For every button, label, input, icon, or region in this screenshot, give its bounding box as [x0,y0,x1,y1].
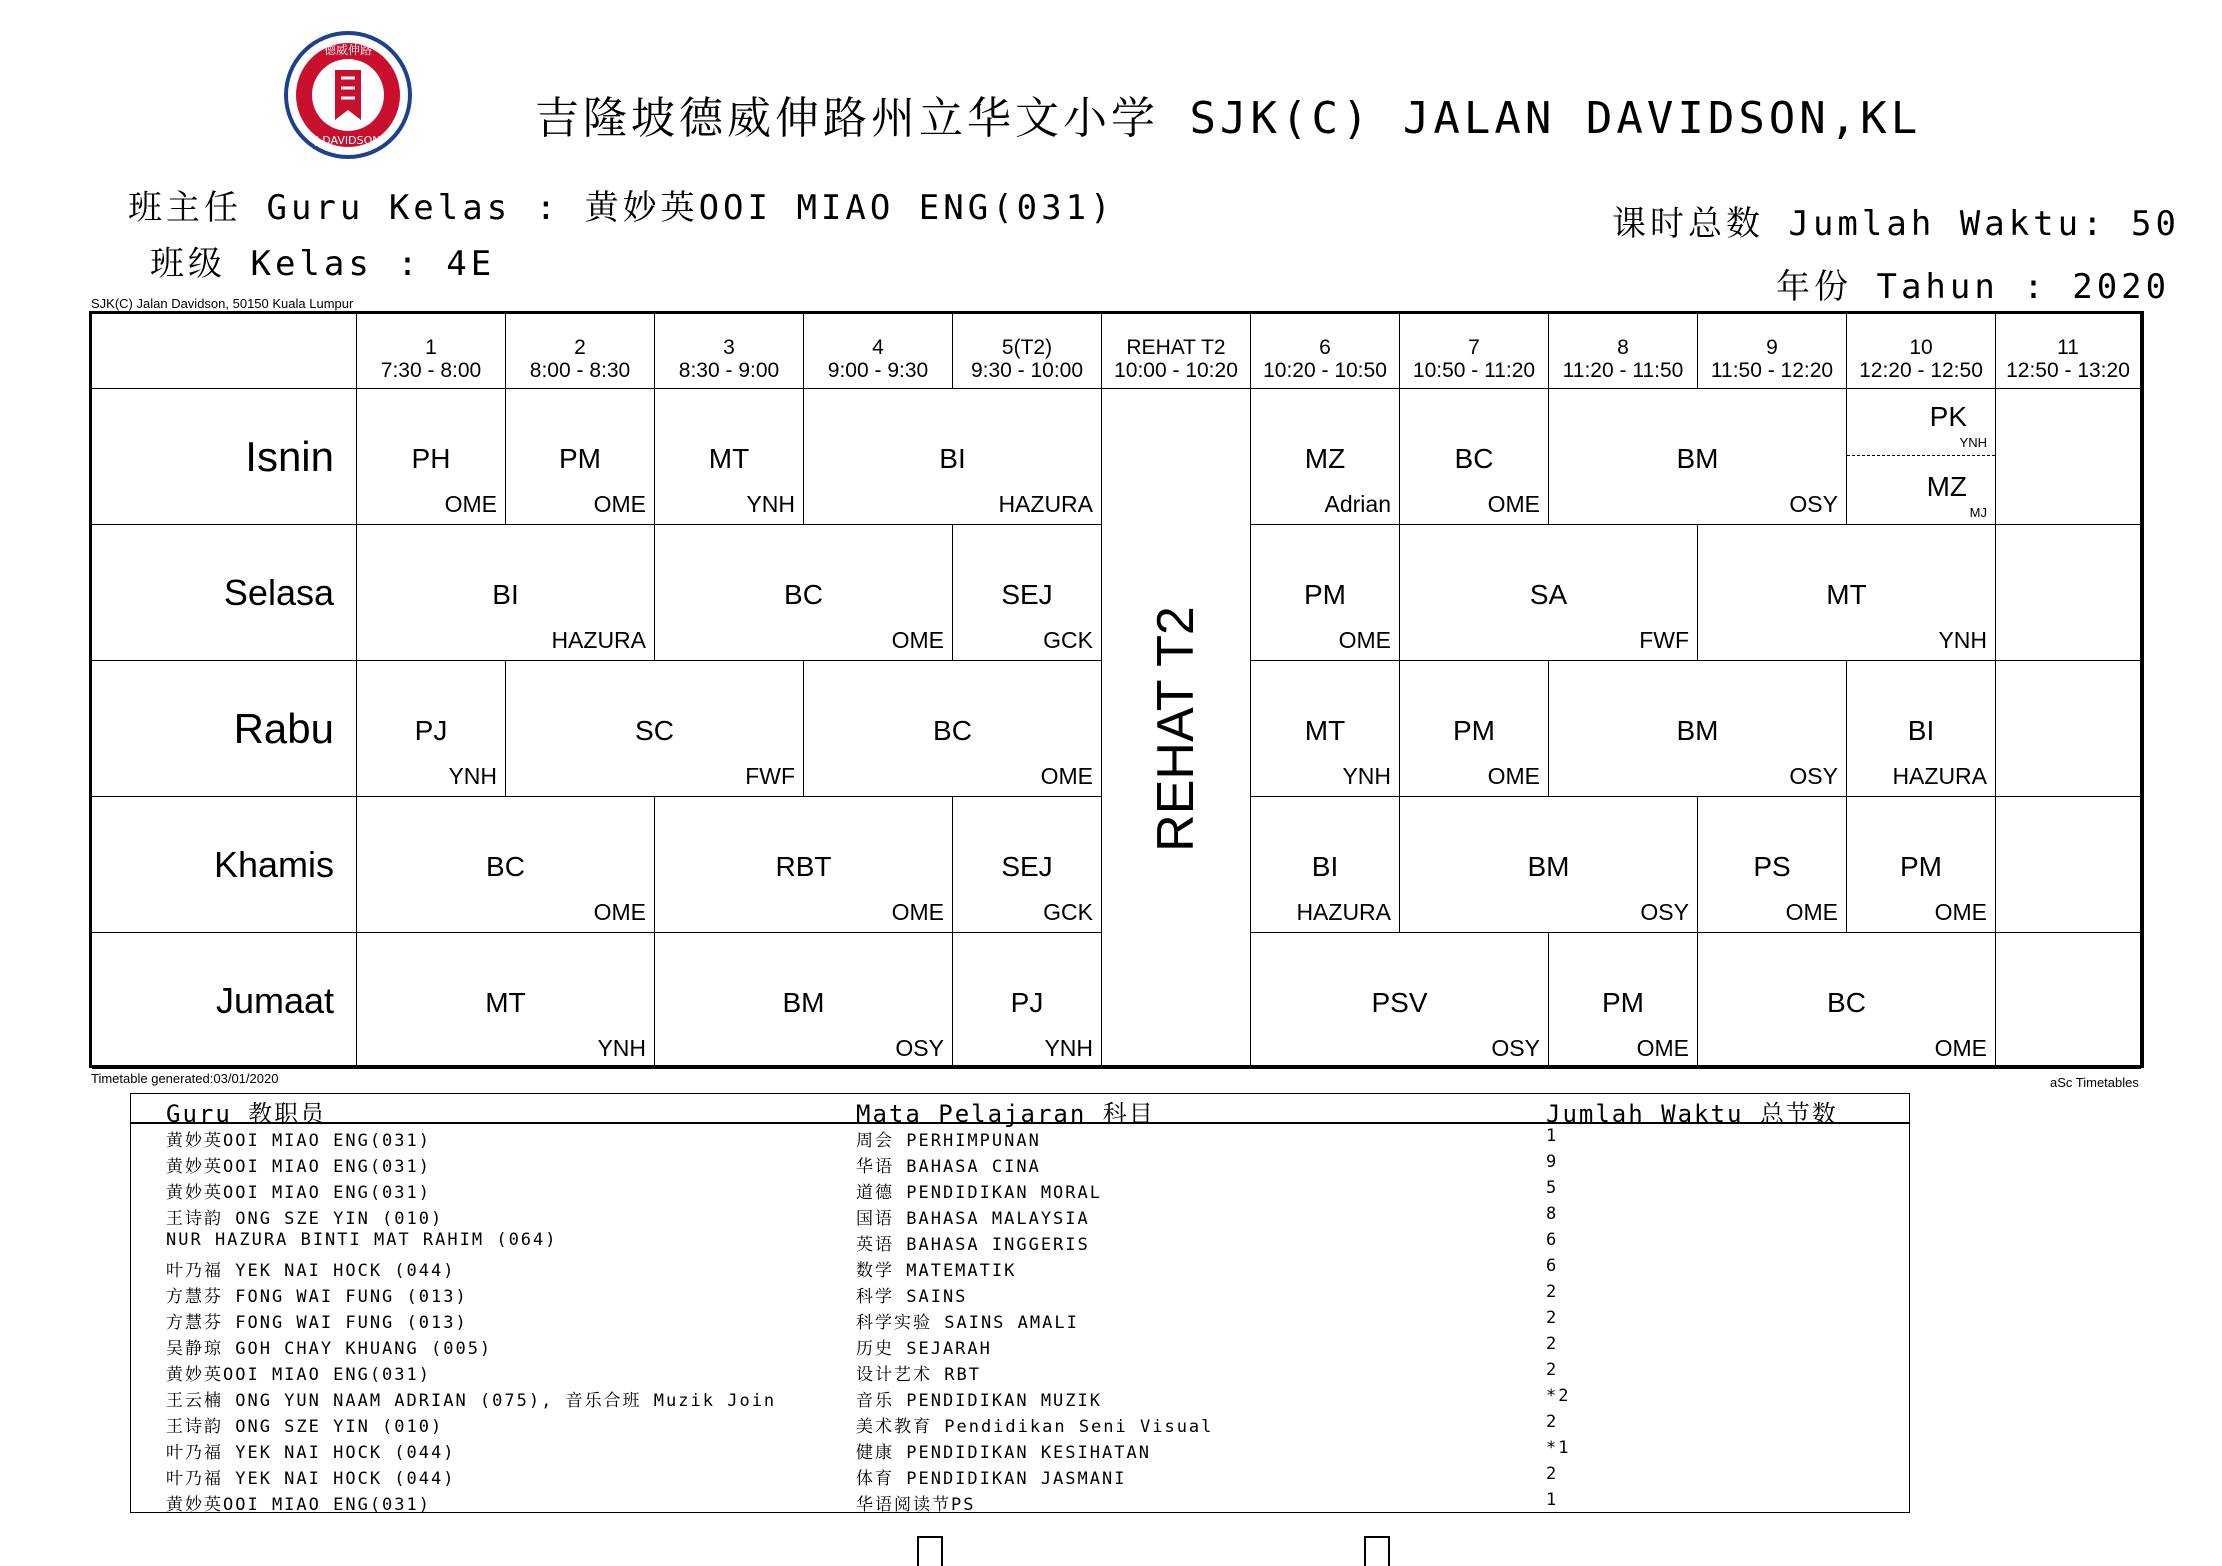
checkbox-right[interactable] [1364,1536,1390,1566]
period-header [506,314,655,389]
period-time: 10:50 - 11:20 [1412,359,1536,382]
lesson-subject: MT [708,443,750,474]
lesson-teacher: YNH [448,763,497,789]
lesson-subject: SEJ [1001,851,1053,882]
lesson-subject: BC [784,579,823,610]
legend-header-teacher: Guru 教职员 [166,1100,327,1128]
lesson-cell[interactable] [1996,797,2141,933]
legend-count: 1 [1546,1490,1559,1510]
lesson-teacher: YNH [1044,1035,1093,1061]
lesson-cell[interactable] [1251,797,1400,933]
legend-row [131,1178,1909,1204]
period-number: 3 [723,336,735,359]
lesson-teacher: OME [593,491,646,517]
lesson-teacher: OME [444,491,497,517]
lesson-teacher: OME [593,899,646,925]
checkbox-left[interactable] [917,1536,943,1566]
period-number: 7 [1468,336,1480,359]
legend-subject: 设计艺术 RBT [856,1365,981,1385]
lesson-teacher: Adrian [1324,491,1391,517]
lesson-subject: SEJ [1001,579,1053,610]
legend-teacher: 黄妙英OOI MIAO ENG(031) [166,1183,431,1203]
lesson-teacher: OME [1934,899,1987,925]
period-time: 7:30 - 8:00 [380,359,482,382]
lesson-cell[interactable] [506,661,804,797]
legend-subject: 英语 BAHASA INGGERIS [856,1235,1090,1255]
teacher-subject-legend [130,1093,1910,1513]
lesson-subject: BC [1454,443,1494,474]
class-teacher: 班主任 Guru Kelas : 黄妙英OOI MIAO ENG(031) [128,188,1115,228]
lesson-cell[interactable] [357,389,506,525]
lesson-teacher: YNH [1938,627,1987,653]
lesson-subject: BI [1907,715,1935,746]
period-header [1698,314,1847,389]
lesson-cell[interactable] [1996,525,2141,661]
lesson-cell[interactable] [1400,661,1549,797]
lesson-cell[interactable] [1996,661,2141,797]
lesson-teacher: YNH [1342,763,1391,789]
period-header [1251,314,1400,389]
day-label [92,661,357,797]
lesson-cell[interactable] [1847,389,1996,525]
lesson-cell[interactable] [1847,661,1996,797]
lesson-subject: BC [933,715,972,746]
lesson-cell[interactable] [1549,389,1847,525]
legend-subject: 健康 PENDIDIKAN KESIHATAN [856,1443,1151,1463]
lesson-cell[interactable] [953,797,1102,933]
legend-subject: 数学 MATEMATIK [856,1261,1017,1281]
period-header [357,314,506,389]
legend-row [131,1256,1909,1282]
lesson-subject: PJ [414,715,448,746]
legend-subject: 体育 PENDIDIKAN JASMANI [856,1469,1127,1489]
lesson-subject: MZ [1926,471,1967,502]
day-name: Rabu [233,704,334,752]
legend-row [131,1386,1909,1412]
lesson-teacher: HAZURA [1296,899,1391,925]
lesson-subject: MT [1304,715,1346,746]
period-number: 4 [872,336,884,359]
period-header [1996,314,2141,389]
lesson-teacher: YNH [746,491,795,517]
lesson-teacher: FWF [1639,627,1689,653]
period-time: 8:30 - 9:00 [678,359,780,382]
lesson-cell[interactable] [1400,389,1549,525]
period-header [1847,314,1996,389]
lesson-cell[interactable] [1698,933,1996,1069]
period-time: 10:20 - 10:50 [1263,359,1387,382]
legend-teacher: NUR HAZURA BINTI MAT RAHIM (064) [166,1230,558,1250]
legend-subject: 国语 BAHASA MALAYSIA [856,1209,1090,1229]
lesson-teacher: OME [1040,763,1093,789]
lesson-subject: PM [1453,715,1495,746]
lesson-cell[interactable] [506,389,655,525]
lesson-cell[interactable] [1996,389,2141,525]
lesson-subject: BI [492,579,519,610]
period-header [1102,314,1251,389]
lesson-cell[interactable] [1549,661,1847,797]
lesson-cell[interactable] [357,797,655,933]
lesson-subject: PSV [1371,987,1428,1018]
lesson-teacher: OME [1338,627,1391,653]
lesson-subject: PK [1929,401,1967,432]
lesson-cell[interactable] [1251,525,1400,661]
period-number: 11 [2057,336,2079,359]
grid-corner [92,314,357,389]
lesson-teacher: OME [1636,1035,1689,1061]
lesson-cell[interactable] [804,389,1102,525]
day-name: Selasa [223,571,334,613]
period-time: 11:50 - 12:20 [1710,359,1834,382]
lesson-teacher: HAZURA [551,627,646,653]
period-number: 6 [1319,336,1331,359]
period-time: 9:30 - 10:00 [970,359,1084,382]
asc-timetables-credit: aSc Timetables [2050,1075,2139,1090]
period-time: 11:20 - 11:50 [1562,359,1684,382]
period-number: 2 [574,336,586,359]
legend-teacher: 王云楠 ONG YUN NAAM ADRIAN (075), 音乐合班 Muzik Join [166,1391,777,1411]
period-header [953,314,1102,389]
period-time: 12:20 - 12:50 [1859,359,1983,382]
timetable-grid [89,311,2144,1068]
rehat-column [1102,389,1251,1069]
lesson-cell[interactable] [1698,525,1996,661]
lesson-cell[interactable] [953,525,1102,661]
period-number: 9 [1766,336,1778,359]
lesson-subject: BI [939,443,966,474]
legend-row [131,1334,1909,1360]
legend-teacher: 黄妙英OOI MIAO ENG(031) [166,1157,431,1177]
school-address: SJK(C) Jalan Davidson, 50150 Kuala Lumpur [91,296,354,311]
period-number: 5(T2) [1001,336,1053,359]
total-periods: 课时总数 Jumlah Waktu: 50 [1612,204,2180,244]
lesson-subject: BM [1527,851,1570,882]
legend-row [131,1360,1909,1386]
legend-teacher: 方慧芬 FONG WAI FUNG (013) [166,1287,468,1307]
lesson-cell[interactable] [1400,525,1698,661]
lesson-subject: PM [1900,851,1942,882]
lesson-subject: BM [782,987,825,1018]
legend-row [131,1126,1909,1152]
period-header [804,314,953,389]
period-header [655,314,804,389]
lesson-cell[interactable] [1251,389,1400,525]
lesson-subject: PM [1304,579,1346,610]
period-time: 8:00 - 8:30 [529,359,631,382]
legend-count: 2 [1546,1334,1559,1354]
legend-row [131,1438,1909,1464]
legend-teacher: 叶乃福 YEK NAI HOCK (044) [166,1261,456,1281]
legend-count: *1 [1546,1438,1571,1458]
period-number: 1 [425,336,437,359]
legend-subject: 音乐 PENDIDIKAN MUZIK [856,1391,1102,1411]
legend-count: 6 [1546,1230,1559,1250]
lesson-teacher: OSY [1491,1035,1540,1061]
lesson-teacher: YNH [597,1035,646,1061]
logo-text-top: 德威伸路 [323,43,373,57]
legend-count: 8 [1546,1204,1559,1224]
day-name: Khamis [213,843,334,885]
lesson-teacher: OME [891,627,944,653]
day-label [92,525,357,661]
period-time: 9:00 - 9:30 [827,359,929,382]
school-logo [283,30,413,160]
legend-count: 1 [1546,1126,1559,1146]
period-time: 12:50 - 13:20 [2006,359,2130,382]
lesson-teacher: OSY [1640,899,1689,925]
lesson-subject: SC [635,715,674,746]
class-name: 班级 Kelas : 4E [150,244,496,284]
legend-subject: 历史 SEJARAH [856,1339,992,1359]
legend-teacher: 王诗韵 ONG SZE YIN (010) [166,1417,444,1437]
lesson-cell[interactable] [357,661,506,797]
lesson-subject: BI [1311,851,1339,882]
legend-header-subject: Mata Pelajaran 科目 [856,1100,1155,1128]
legend-header-count: Jumlah Waktu 总节数 [1546,1100,1838,1128]
lesson-subject: BC [1827,987,1866,1018]
legend-teacher: 吴静琼 GOH CHAY KHUANG (005) [166,1339,493,1359]
lesson-subject: PM [559,443,601,474]
period-number: REHAT T2 [1126,336,1226,359]
legend-teacher: 叶乃福 YEK NAI HOCK (044) [166,1469,456,1489]
legend-row [131,1152,1909,1178]
lesson-teacher: OME [1785,899,1838,925]
period-number: 8 [1617,336,1629,359]
day-label [92,389,357,525]
period-number: 10 [1909,336,1933,359]
legend-subject: 科学实验 SAINS AMALI [856,1313,1079,1333]
legend-count: 6 [1546,1256,1559,1276]
lesson-subject: BM [1676,443,1719,474]
lesson-cell[interactable] [655,525,953,661]
lesson-teacher: OME [1487,763,1540,789]
day-name: Isnin [245,432,334,480]
lesson-teacher: FWF [745,763,795,789]
lesson-cell[interactable] [655,797,953,933]
lesson-teacher: HAZURA [998,491,1093,517]
lesson-teacher: OME [891,899,944,925]
lesson-teacher: GCK [1043,627,1093,653]
lesson-subject: PH [411,443,451,474]
generated-date: Timetable generated:03/01/2020 [91,1071,279,1086]
lesson-teacher: GCK [1043,899,1093,925]
lesson-teacher: OSY [1789,491,1838,517]
school-title: 吉隆坡德威伸路州立华文小学 SJK(C) JALAN DAVIDSON,KL [535,93,1922,144]
lesson-cell[interactable] [357,933,655,1069]
lesson-subject: PJ [1010,987,1044,1018]
lesson-teacher: MJ [1969,505,1987,520]
lesson-cell[interactable] [1251,933,1549,1069]
lesson-subject: RBT [775,851,832,882]
lesson-subject: PM [1602,987,1644,1018]
legend-row [131,1282,1909,1308]
lesson-cell[interactable] [1251,661,1400,797]
legend-subject: 华语阅读节PS [856,1495,976,1515]
legend-count: 2 [1546,1412,1559,1432]
legend-teacher: 王诗韵 ONG SZE YIN (010) [166,1209,444,1229]
lesson-teacher: OSY [1789,763,1838,789]
legend-subject: 道德 PENDIDIKAN MORAL [856,1183,1102,1203]
legend-count: 5 [1546,1178,1559,1198]
logo-text-bottom: J.DAVIDSON [315,134,381,147]
lesson-subject: MZ [1304,443,1346,474]
rehat-label: REHAT T2 [1147,605,1205,852]
legend-row [131,1412,1909,1438]
legend-row [131,1464,1909,1490]
period-header [1400,314,1549,389]
lesson-subject: BM [1676,715,1719,746]
legend-subject: 周会 PERHIMPUNAN [856,1131,1041,1151]
lesson-subject: MT [485,987,526,1018]
lesson-cell[interactable] [1400,797,1698,933]
lesson-cell[interactable] [1847,797,1996,933]
lesson-teacher: OME [1934,1035,1987,1061]
period-header [1549,314,1698,389]
legend-subject: 科学 SAINS [856,1287,968,1307]
legend-count: 2 [1546,1464,1559,1484]
split-divider [1847,455,1995,456]
legend-count: 9 [1546,1152,1559,1172]
year: 年份 Tahun : 2020 [1776,267,2171,307]
lesson-subject: SA [1529,579,1568,610]
legend-row [131,1308,1909,1334]
legend-count: *2 [1546,1386,1571,1406]
legend-teacher: 黄妙英OOI MIAO ENG(031) [166,1495,431,1515]
lesson-subject: BC [486,851,525,882]
lesson-cell[interactable] [953,933,1102,1069]
day-name: Jumaat [215,979,334,1021]
legend-row [131,1204,1909,1230]
lesson-cell[interactable] [1698,797,1847,933]
lesson-cell[interactable] [655,389,804,525]
legend-count: 2 [1546,1360,1559,1380]
lesson-subject: PS [1753,851,1791,882]
legend-header [131,1094,1909,1128]
day-label [92,797,357,933]
legend-row [131,1490,1909,1516]
legend-row [131,1230,1909,1256]
lesson-teacher: OSY [895,1035,944,1061]
lesson-teacher: OME [1487,491,1540,517]
legend-teacher: 方慧芬 FONG WAI FUNG (013) [166,1313,468,1333]
legend-subject: 美术教育 Pendidikan Seni Visual [856,1417,1214,1437]
day-label [92,933,357,1069]
lesson-cell[interactable] [1549,933,1698,1069]
lesson-teacher: YNH [1959,435,1987,450]
lesson-cell[interactable] [804,661,1102,797]
legend-teacher: 黄妙英OOI MIAO ENG(031) [166,1365,431,1385]
legend-subject: 华语 BAHASA CINA [856,1157,1041,1177]
lesson-subject: MT [1826,579,1867,610]
lesson-cell[interactable] [1996,933,2141,1069]
legend-count: 2 [1546,1282,1559,1302]
legend-teacher: 叶乃福 YEK NAI HOCK (044) [166,1443,456,1463]
legend-count: 2 [1546,1308,1559,1328]
lesson-teacher: HAZURA [1892,763,1987,789]
lesson-cell[interactable] [357,525,655,661]
period-time: 10:00 - 10:20 [1114,359,1238,382]
lesson-cell[interactable] [655,933,953,1069]
legend-teacher: 黄妙英OOI MIAO ENG(031) [166,1131,431,1151]
